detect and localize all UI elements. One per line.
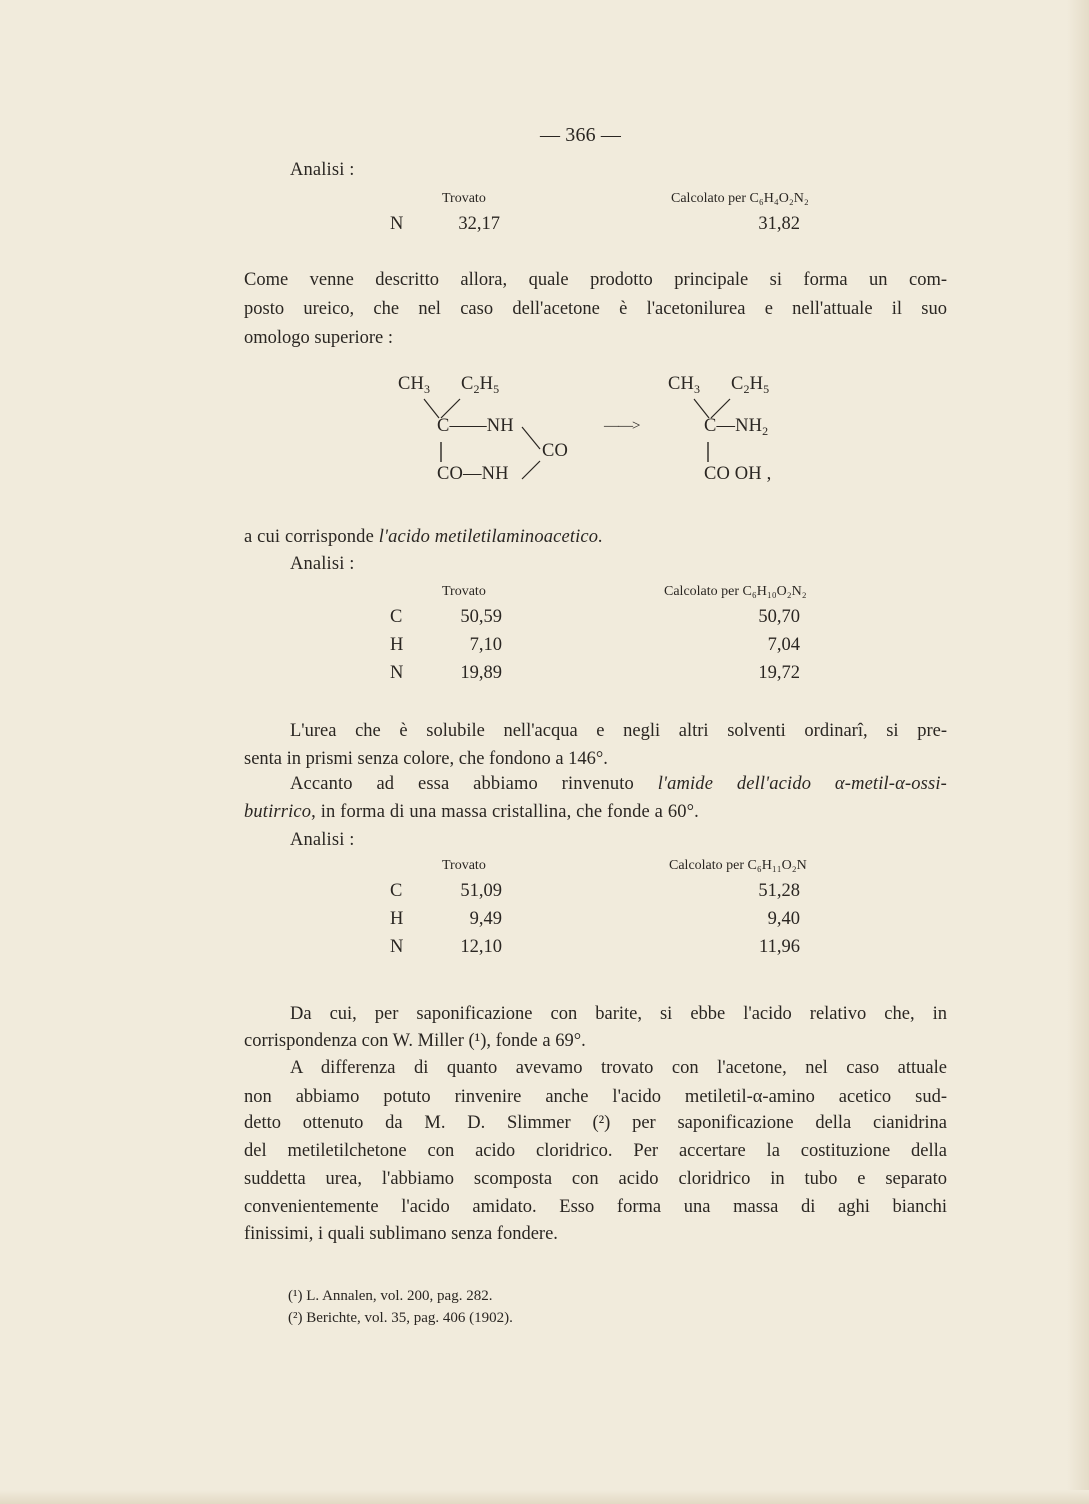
paragraph-line: non abbiamo potuto rinvenire anche l'acido metiletil-α-amino acetico sud- (244, 1087, 947, 1107)
table2-found: 50,59 (460, 607, 502, 627)
formula-right-ch3: $CH_3$ (668, 374, 701, 396)
table1-calc: 31,82 (758, 214, 800, 234)
table3-col-calc: Calcolato per C₆H₁₁O₂N (669, 858, 807, 873)
table3-found: 12,10 (460, 937, 502, 957)
table3-calc: 11,96 (759, 937, 800, 957)
page-number: — 366 — (540, 124, 622, 146)
paragraph-line: L'urea che è solubile nell'acqua e negli altri solventi ordinarî, si pre- (290, 721, 947, 741)
paragraph-line: suddetta urea, l'abbiamo scomposta con acido cloridrico in tubo e separato (244, 1169, 947, 1189)
analysis-label: Analisi : (290, 160, 355, 180)
table2-element: C (390, 607, 403, 627)
paragraph-line: Accanto ad essa abbiamo rinvenuto l'amide dell'acido α-metil-α-ossi- (290, 774, 947, 794)
footnote: (²) Berichte, vol. 35, pag. 406 (1902). (288, 1310, 513, 1326)
table3-calc: 51,28 (758, 881, 800, 901)
table2-found: 19,89 (460, 663, 502, 683)
table2-found: 7,10 (469, 635, 502, 655)
formula-left-vertical-bond (438, 440, 444, 464)
paragraph-line: finissimi, i quali sublimano senza fondere. (244, 1224, 558, 1244)
formula-left-c2h5: $C_2H_5$ (461, 374, 500, 396)
table2-element: H (390, 635, 404, 655)
table2-col-calc: Calcolato per C₆H₁₀O₂N₂ (664, 584, 807, 599)
paragraph-line: A differenza di quanto avevamo trovato con l'acetone, nel caso attuale (290, 1058, 947, 1078)
formula-left-ch3: $CH_3$ (398, 374, 431, 396)
paragraph-line: omologo superiore : (244, 328, 394, 348)
table1-col-found: Trovato (442, 191, 486, 206)
table1-element: N (390, 214, 404, 234)
paragraph-line: Come venne descritto allora, quale prodotto principale si forma un com- (244, 270, 947, 290)
formula-left-co: CO (542, 441, 568, 461)
table3-calc: 9,40 (767, 909, 800, 929)
table1-found: 32,17 (458, 214, 500, 234)
table2-calc: 50,70 (758, 607, 800, 627)
table2-col-found: Trovato (442, 584, 486, 599)
table2-element: N (390, 663, 404, 683)
table3-element: C (390, 881, 403, 901)
analysis-label: Analisi : (290, 554, 355, 574)
formula-left-c-nh: C——NH (437, 416, 514, 436)
page-bottom-edge (0, 1490, 1089, 1504)
table2-calc: 19,72 (758, 663, 800, 683)
paragraph-line: convenientemente l'acido amidato. Esso forma una massa di aghi bianchi (244, 1197, 947, 1217)
paragraph-line: del metiletilchetone con acido cloridrico. Per accertare la costituzione della (244, 1141, 947, 1161)
paragraph-line: detto ottenuto da M. D. Slimmer (²) per saponificazione della cianidrina (244, 1113, 947, 1133)
table1-col-calc: Calcolato per C₆H₄O₂N₂ (671, 191, 809, 206)
table2-calc: 7,04 (767, 635, 800, 655)
table3-col-found: Trovato (442, 858, 486, 873)
paragraph-line: senta in prismi senza colore, che fondono a 146°. (244, 749, 608, 769)
formula-right-vertical-bond (705, 440, 711, 464)
analysis-label: Analisi : (290, 830, 355, 850)
formula-arrow: ——> (604, 418, 640, 434)
table3-element: H (390, 909, 404, 929)
formula-right-c-nh2: $C—NH_2$ (704, 416, 769, 438)
footnote: (¹) L. Annalen, vol. 200, pag. 282. (288, 1288, 493, 1304)
paragraph-line: posto ureico, che nel caso dell'acetone è l'acetonilurea e nell'attuale il suo (244, 299, 947, 319)
paragraph-line: corrispondenza con W. Miller (¹), fonde a 69°. (244, 1031, 586, 1051)
formula-right-c2h5: $C_2H_5$ (731, 374, 770, 396)
table3-element: N (390, 937, 404, 957)
paragraph-line: a cui corrisponde l'acido metiletilaminoacetico. (244, 527, 603, 547)
page-edge-shadow (1067, 0, 1089, 1504)
formula-right-cooh: CO OH , (704, 464, 772, 484)
formula-left-co-nh: CO—NH (437, 464, 509, 484)
paragraph-line: Da cui, per saponificazione con barite, si ebbe l'acido relativo che, in (290, 1004, 947, 1024)
table3-found: 51,09 (460, 881, 502, 901)
table3-found: 9,49 (469, 909, 502, 929)
paragraph-line: butirrico, in forma di una massa cristallina, che fonde a 60°. (244, 802, 699, 822)
